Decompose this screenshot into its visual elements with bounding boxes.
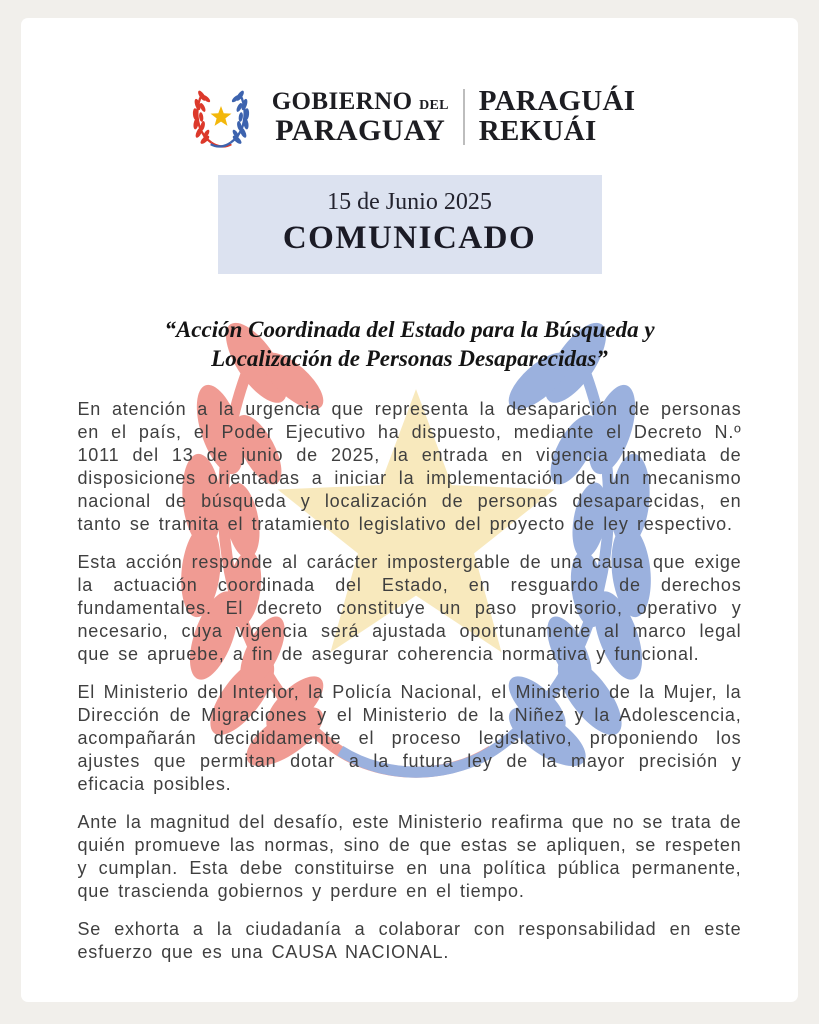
banner-title: COMUNICADO (282, 220, 537, 256)
headline-quote (21, 316, 798, 374)
gov-logo (21, 18, 798, 150)
body-paragraph: Se exhorta a la ciudadanía a colaborar con responsabilidad en este esfuerzo que es una CAUSA NACIONAL. (77, 918, 742, 962)
logo-del-label: DEL (419, 97, 449, 113)
body-paragraph: El Ministerio del Interior, la Policía Nacional, el Ministerio de la Mujer, la Dirección de Migraciones y el Ministerio de la Niñez y la Adolescencia, acompañarán decididamente el proceso legislativo, proponiendo los ajustes que permitan dotar a la futura ley de la mayor precisión y eficacia posibles. (77, 681, 742, 794)
body-paragraph: Esta acción responde al carácter impostergable de una causa que exige la actuación coordinada del Estado, en resguardo de derechos fundamentales. El decreto constituye un paso provisorio, operativo y necesario, cuya vigencia será ajustada oportunamente al marco legal que se apruebe, a fin de asegurar coherencia normativa y funcional. (77, 551, 742, 664)
paraguay-wreath-icon (184, 84, 258, 150)
logo-paraguai-label: PARAGUÁI (478, 85, 636, 118)
logo-divider (463, 89, 465, 145)
body-text (78, 398, 742, 964)
logo-paraguay-label: PARAGUAY (275, 113, 446, 147)
logo-gobierno-label: GOBIERNO (271, 87, 413, 115)
body-paragraph: En atención a la urgencia que representa la desaparición de personas en el país, el Poder Ejecutivo ha dispuesto, mediante el Decreto N.º 1011 del 13 de junio de 2025, la entrada en vigencia inmediata de disposiciones orientadas a iniciar la implementación de un mecanismo nacional de búsqueda y localización de personas desaparecidas, en tanto se tramita el tratamiento legislativo del proyecto de ley respectivo. (77, 398, 742, 534)
banner-date: 15 de Junio 2025 (327, 189, 492, 215)
logo-rekuai-label: REKUÁI (478, 115, 597, 147)
body-paragraph: Ante la magnitud del desafío, este Ministerio reafirma que no se trata de quién promueve las normas, sino de que estas se apliquen, se respeten y cumplan. Esta debe constituirse en una política pública permanente, que trascienda gobiernos y perdure en el tiempo. (77, 811, 742, 901)
comunicado-banner (218, 175, 602, 274)
logo-text-guarani (479, 87, 636, 146)
document-page (21, 18, 798, 1002)
logo-text-spanish (272, 89, 449, 146)
headline-line-2: Localización de Personas Desaparecidas” (211, 345, 608, 371)
headline-line-1: “Acción Coordinada del Estado para la Búsqueda y (164, 317, 655, 342)
